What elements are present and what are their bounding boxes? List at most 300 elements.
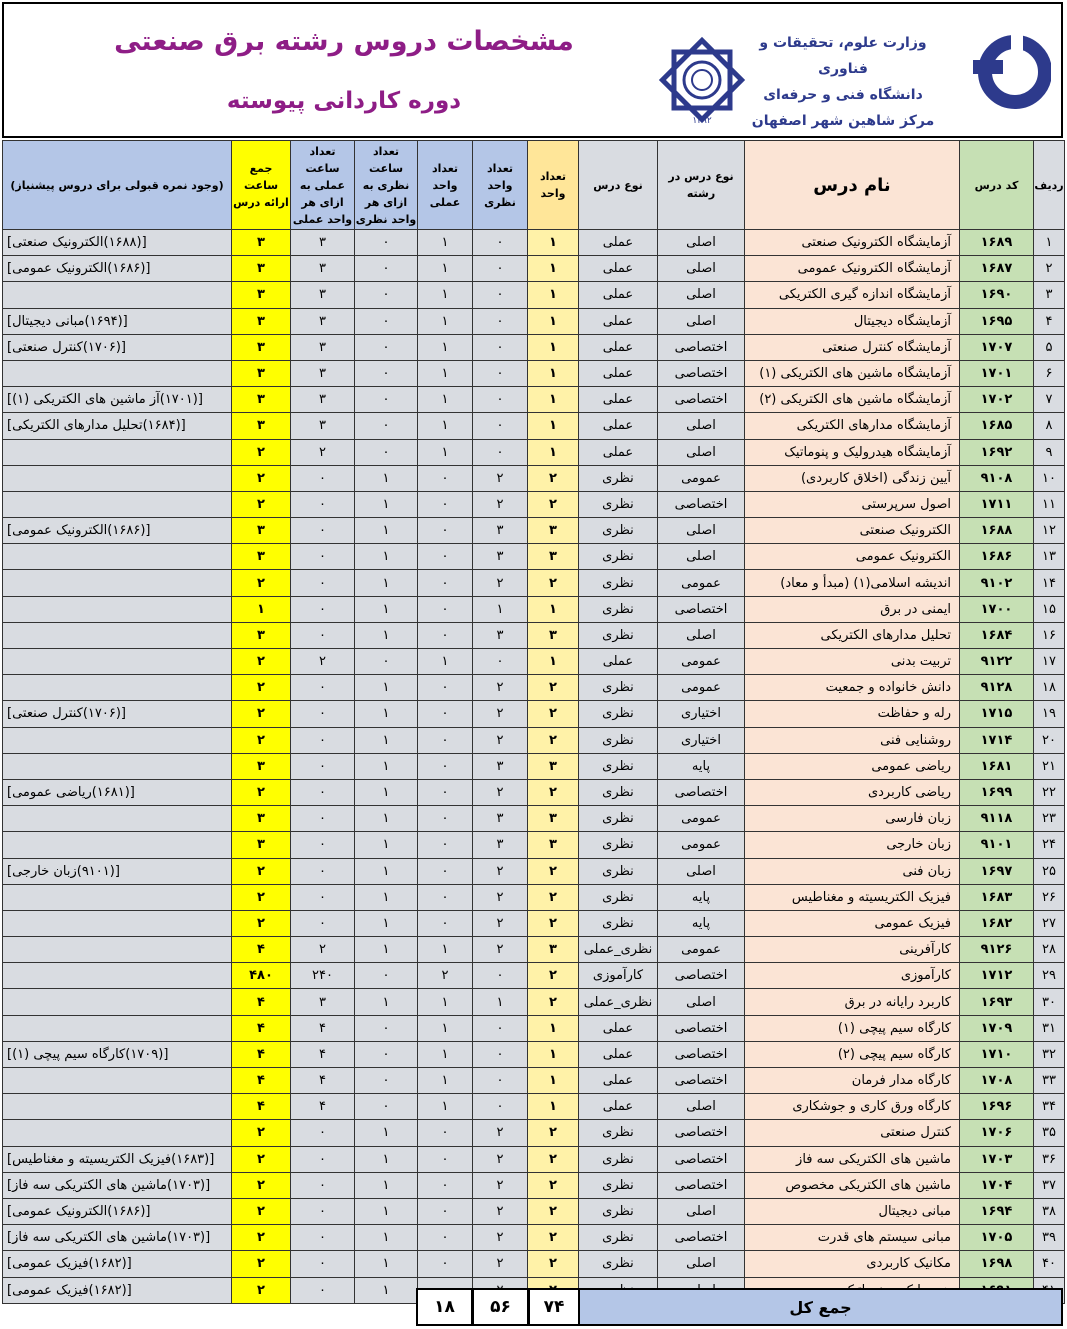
practical-hours-cell: ۰ [291,675,355,701]
theory-hours-cell: ۱ [355,753,418,779]
table-row [3,701,1065,727]
practical-units-cell: ۰ [418,1225,473,1251]
theory-hours-cell: ۱ [355,570,418,596]
field-type-cell: اختصاصی [658,1172,745,1198]
course-type-cell: عملی [579,1068,658,1094]
prerequisite-cell [3,1015,232,1041]
practical-units-cell: ۱ [418,649,473,675]
total-hours-cell: ۳ [232,387,291,413]
course-code-cell: ۱۷۱۴ [960,727,1034,753]
theory-hours-cell: ۱ [355,727,418,753]
practical-units-cell: ۱ [418,1094,473,1120]
table-row [3,832,1065,858]
row-index-cell: ۴ [1034,308,1065,334]
prerequisite-cell: [(۹۱۰۱)زبان خارجی] [3,858,232,884]
course-name-cell: رله و حفاظت [745,701,960,727]
theory-hours-cell: ۱ [355,884,418,910]
practical-units-cell: ۰ [418,1146,473,1172]
table-row [3,256,1065,282]
theory-units-cell: ۲ [473,858,528,884]
theory-units-cell: ۰ [473,308,528,334]
practical-hours-cell: ۰ [291,1172,355,1198]
row-index-cell: ۵ [1034,334,1065,360]
theory-units-cell: ۱ [473,596,528,622]
total-hours-cell: ۳ [232,622,291,648]
theory-units-cell: ۲ [473,1146,528,1172]
field-type-cell: اصلی [658,282,745,308]
table-row [3,1225,1065,1251]
field-type-cell: اصلی [658,858,745,884]
total-hours-cell: ۲ [232,1225,291,1251]
theory-units-cell: ۳ [473,753,528,779]
row-index-cell: ۳۶ [1034,1146,1065,1172]
total-hours-cell: ۳ [232,308,291,334]
table-row [3,1015,1065,1041]
course-code-cell: ۱۶۹۲ [960,439,1034,465]
course-code-cell: ۱۷۰۹ [960,1015,1034,1041]
practical-units-cell: ۰ [418,491,473,517]
row-index-cell: ۲۳ [1034,806,1065,832]
theory-hours-cell: ۰ [355,1015,418,1041]
units-cell: ۲ [528,1225,579,1251]
course-code-cell: ۹۱۰۸ [960,465,1034,491]
col-idx-header: ردیف [1034,141,1065,230]
theory-units-cell: ۰ [473,334,528,360]
course-name-cell: آزمایشگاه ماشین های الکتریکی (۲) [745,387,960,413]
theory-units-cell: ۱ [473,989,528,1015]
practical-hours-cell: ۰ [291,832,355,858]
practical-hours-cell: ۰ [291,701,355,727]
practical-hours-cell: ۴ [291,1068,355,1094]
col-practical-units-header: تعداد واحد عملی [418,141,473,230]
field-type-cell: اصلی [658,308,745,334]
course-type-cell: نظری [579,491,658,517]
row-index-cell: ۱۹ [1034,701,1065,727]
theory-units-cell: ۲ [473,779,528,805]
practical-units-cell: ۰ [418,1251,473,1277]
units-cell: ۳ [528,832,579,858]
course-code-cell: ۱۶۹۴ [960,1198,1034,1224]
course-name-cell: آزمایشگاه کنترل صنعتی [745,334,960,360]
course-code-cell: ۱۶۹۷ [960,858,1034,884]
practical-units-cell: ۱ [418,937,473,963]
theory-hours-cell: ۱ [355,1251,418,1277]
practical-hours-cell: ۰ [291,570,355,596]
units-cell: ۱ [528,308,579,334]
prerequisite-cell [3,596,232,622]
prerequisite-cell [3,360,232,386]
field-type-cell: اصلی [658,1094,745,1120]
prerequisite-cell [3,465,232,491]
course-name-cell: آزمایشگاه الکترونیک عمومی [745,256,960,282]
table-row [3,360,1065,386]
practical-hours-cell: ۰ [291,806,355,832]
theory-hours-cell: ۱ [355,779,418,805]
practical-hours-cell: ۴ [291,1094,355,1120]
table-row [3,544,1065,570]
theory-hours-cell: ۰ [355,439,418,465]
practical-units-cell: ۱ [418,387,473,413]
practical-units-cell: ۰ [418,544,473,570]
total-hours-cell: ۲ [232,1198,291,1224]
field-type-cell: اصلی [658,230,745,256]
table-row [3,308,1065,334]
theory-units-cell: ۰ [473,230,528,256]
field-type-cell: عمومی [658,832,745,858]
row-index-cell: ۱ [1034,230,1065,256]
course-type-cell: نظری_عملی [579,937,658,963]
university-logo-icon [971,32,1051,112]
course-name-cell: آزمایشگاه هیدرولیک و پنوماتیک [745,439,960,465]
practical-units-cell: ۲ [418,963,473,989]
units-cell: ۳ [528,622,579,648]
practical-units-cell: ۰ [418,596,473,622]
course-code-cell: ۱۶۹۵ [960,308,1034,334]
prerequisite-cell: [(۱۶۸۲)فیزیک عمومی] [3,1251,232,1277]
page-subtitle: دوره کاردانی پیوسته [226,88,462,114]
units-cell: ۲ [528,727,579,753]
practical-hours-cell: ۰ [291,596,355,622]
table-row [3,570,1065,596]
theory-units-cell: ۰ [473,360,528,386]
prerequisite-cell: [(۱۷۰۱)آز ماشین های الکتریکی (۱)] [3,387,232,413]
row-index-cell: ۳ [1034,282,1065,308]
total-hours-cell: ۴ [232,1094,291,1120]
field-type-cell: اختصاصی [658,334,745,360]
practical-hours-cell: ۳ [291,413,355,439]
course-type-cell: نظری [579,570,658,596]
course-type-cell: نظری [579,884,658,910]
theory-hours-cell: ۱ [355,1198,418,1224]
prerequisite-cell [3,622,232,648]
course-code-cell: ۹۱۰۲ [960,570,1034,596]
practical-units-cell: ۰ [418,884,473,910]
total-hours-cell: ۲ [232,465,291,491]
field-type-cell: اصلی [658,413,745,439]
practical-hours-cell: ۳ [291,282,355,308]
field-type-cell: اختصاصی [658,360,745,386]
units-cell: ۳ [528,544,579,570]
theory-units-cell: ۲ [473,1198,528,1224]
theory-units-cell: ۰ [473,1015,528,1041]
table-row [3,884,1065,910]
practical-units-cell: ۰ [418,570,473,596]
course-code-cell: ۱۶۸۵ [960,413,1034,439]
course-type-cell: نظری [579,727,658,753]
course-name-cell: اندیشه اسلامی(۱) (مبدأ و معاد) [745,570,960,596]
practical-units-cell: ۰ [418,1198,473,1224]
units-cell: ۱ [528,1068,579,1094]
theory-units-cell: ۲ [473,570,528,596]
units-cell: ۱ [528,649,579,675]
total-hours-cell: ۲ [232,1146,291,1172]
units-cell: ۲ [528,675,579,701]
units-cell: ۲ [528,570,579,596]
prerequisite-cell [3,544,232,570]
course-code-cell: ۱۶۹۳ [960,989,1034,1015]
total-hours-cell: ۴ [232,1041,291,1067]
col-total-hours-header: جمع ساعت ارائه درس [232,141,291,230]
practical-hours-cell: ۰ [291,1277,355,1303]
practical-units-cell: ۰ [418,753,473,779]
practical-hours-cell: ۳ [291,334,355,360]
course-type-cell: نظری [579,753,658,779]
theory-units-cell: ۳ [473,806,528,832]
theory-units-cell: ۳ [473,544,528,570]
col-code-header: کد درس [960,141,1034,230]
row-index-cell: ۱۴ [1034,570,1065,596]
units-cell: ۲ [528,1172,579,1198]
units-cell: ۳ [528,753,579,779]
course-type-cell: نظری [579,1172,658,1198]
row-index-cell: ۳۰ [1034,989,1065,1015]
total-hours-cell: ۳ [232,832,291,858]
practical-units-cell: ۰ [418,1172,473,1198]
table-row [3,989,1065,1015]
prerequisite-cell: [(۱۷۰۹)کارگاه سیم پیچی (۱)] [3,1041,232,1067]
course-type-cell: نظری [579,701,658,727]
practical-hours-cell: ۳ [291,256,355,282]
units-cell: ۲ [528,491,579,517]
row-index-cell: ۳۲ [1034,1041,1065,1067]
units-cell: ۳ [528,518,579,544]
course-type-cell: عملی [579,282,658,308]
course-name-cell: کارآموزی [745,963,960,989]
course-name-cell: تحلیل مدارهای الکتریکی [745,622,960,648]
table-row [3,649,1065,675]
practical-hours-cell: ۳ [291,360,355,386]
course-code-cell: ۱۷۰۰ [960,596,1034,622]
theory-units-cell: ۰ [473,1041,528,1067]
practical-hours-cell: ۰ [291,1251,355,1277]
table-body [3,230,1065,1304]
theory-units-cell: ۰ [473,439,528,465]
total-hours-cell: ۱ [232,596,291,622]
theory-units-cell: ۲ [473,1251,528,1277]
footer-total-practical: ۱۸ [416,1288,473,1326]
field-type-cell: اختصاصی [658,491,745,517]
theory-hours-cell: ۰ [355,360,418,386]
theory-hours-cell: ۱ [355,1172,418,1198]
row-index-cell: ۲ [1034,256,1065,282]
total-hours-cell: ۲ [232,1120,291,1146]
course-code-cell: ۱۷۱۲ [960,963,1034,989]
theory-units-cell: ۳ [473,518,528,544]
row-index-cell: ۳۳ [1034,1068,1065,1094]
theory-hours-cell: ۰ [355,282,418,308]
row-index-cell: ۲۹ [1034,963,1065,989]
theory-hours-cell: ۰ [355,1041,418,1067]
table-row [3,858,1065,884]
theory-units-cell: ۲ [473,491,528,517]
course-name-cell: کارگاه مدار فرمان [745,1068,960,1094]
course-name-cell: زبان فارسی [745,806,960,832]
footer-total-units: ۷۴ [528,1288,580,1326]
row-index-cell: ۶ [1034,360,1065,386]
practical-units-cell: ۱ [418,256,473,282]
organization-block [733,30,953,134]
theory-hours-cell: ۱ [355,544,418,570]
theory-units-cell: ۰ [473,413,528,439]
theory-units-cell: ۲ [473,727,528,753]
table-row [3,596,1065,622]
prerequisite-cell [3,989,232,1015]
table-row [3,963,1065,989]
practical-units-cell: ۰ [418,675,473,701]
course-type-cell: عملی [579,360,658,386]
total-hours-cell: ۳ [232,230,291,256]
field-type-cell: اصلی [658,622,745,648]
table-row [3,806,1065,832]
field-type-cell: پایه [658,910,745,936]
practical-units-cell: ۰ [418,727,473,753]
practical-hours-cell: ۲۴۰ [291,963,355,989]
course-type-cell: نظری [579,1120,658,1146]
prerequisite-cell [3,1068,232,1094]
theory-hours-cell: ۱ [355,1146,418,1172]
table-row [3,1094,1065,1120]
practical-hours-cell: ۰ [291,1225,355,1251]
course-name-cell: الکترونیک صنعتی [745,518,960,544]
course-name-cell: زبان خارجی [745,832,960,858]
course-code-cell: ۱۶۸۴ [960,622,1034,648]
units-cell: ۱ [528,230,579,256]
course-code-cell: ۱۶۹۹ [960,779,1034,805]
course-name-cell: ایمنی در برق [745,596,960,622]
row-index-cell: ۲۲ [1034,779,1065,805]
course-code-cell: ۹۱۲۶ [960,937,1034,963]
practical-units-cell: ۰ [418,910,473,936]
prerequisite-cell [3,910,232,936]
practical-hours-cell: ۳ [291,387,355,413]
course-code-cell: ۱۷۰۲ [960,387,1034,413]
course-code-cell: ۱۶۹۶ [960,1094,1034,1120]
theory-hours-cell: ۱ [355,675,418,701]
table-header-row [3,141,1065,230]
theory-units-cell: ۳ [473,832,528,858]
prerequisite-cell: [(۱۶۸۶)الکترونیک عمومی] [3,1198,232,1224]
course-code-cell: ۱۶۸۲ [960,910,1034,936]
course-name-cell: ریاضی کاربردی [745,779,960,805]
table-row [3,727,1065,753]
theory-units-cell: ۲ [473,675,528,701]
table-row [3,439,1065,465]
practical-units-cell: ۰ [418,1120,473,1146]
theory-units-cell: ۲ [473,701,528,727]
prerequisite-cell: [(۱۶۸۳)فیزیک الکتریسیته و مغناطیس] [3,1146,232,1172]
total-hours-cell: ۳ [232,518,291,544]
course-name-cell: ریاضی عمومی [745,753,960,779]
course-type-cell: نظری [579,544,658,570]
practical-units-cell: ۱ [418,360,473,386]
units-cell: ۲ [528,465,579,491]
units-cell: ۱ [528,334,579,360]
theory-units-cell: ۰ [473,963,528,989]
course-code-cell: ۱۶۸۳ [960,884,1034,910]
total-hours-cell: ۲ [232,727,291,753]
table-row [3,675,1065,701]
table-row [3,1041,1065,1067]
row-index-cell: ۳۴ [1034,1094,1065,1120]
theory-hours-cell: ۰ [355,963,418,989]
practical-hours-cell: ۰ [291,1120,355,1146]
field-type-cell: اصلی [658,518,745,544]
row-index-cell: ۲۷ [1034,910,1065,936]
total-hours-cell: ۳ [232,360,291,386]
theory-hours-cell: ۰ [355,387,418,413]
table-row [3,1172,1065,1198]
course-type-cell: نظری [579,518,658,544]
prerequisite-cell: [(۱۶۸۲)فیزیک عمومی] [3,1277,232,1303]
practical-units-cell: ۱ [418,230,473,256]
practical-hours-cell: ۲ [291,937,355,963]
course-type-cell: نظری [579,675,658,701]
practical-hours-cell: ۲ [291,439,355,465]
prerequisite-cell [3,282,232,308]
theory-hours-cell: ۱ [355,937,418,963]
row-index-cell: ۴۰ [1034,1251,1065,1277]
total-hours-cell: ۲ [232,779,291,805]
field-type-cell: اختصاصی [658,1041,745,1067]
course-type-cell: عملی [579,334,658,360]
theory-units-cell: ۰ [473,1068,528,1094]
course-name-cell: آزمایشگاه ماشین های الکتریکی (۱) [745,360,960,386]
col-name-header: نام درس [745,141,960,230]
course-code-cell: ۱۷۱۰ [960,1041,1034,1067]
practical-units-cell: ۰ [418,806,473,832]
practical-hours-cell: ۰ [291,491,355,517]
practical-hours-cell: ۰ [291,544,355,570]
course-code-cell: ۱۷۰۱ [960,360,1034,386]
practical-hours-cell: ۰ [291,884,355,910]
theory-hours-cell: ۱ [355,910,418,936]
units-cell: ۱ [528,1041,579,1067]
course-name-cell: آزمایشگاه مدارهای الکتریکی [745,413,960,439]
prerequisite-cell [3,570,232,596]
prerequisite-cell [3,675,232,701]
course-name-cell: فیزیک عمومی [745,910,960,936]
field-type-cell: پایه [658,884,745,910]
total-hours-cell: ۲ [232,675,291,701]
table-row [3,1120,1065,1146]
course-code-cell: ۱۶۸۹ [960,230,1034,256]
practical-units-cell: ۱ [418,308,473,334]
theory-hours-cell: ۱ [355,806,418,832]
total-hours-cell: ۴ [232,1015,291,1041]
total-hours-cell: ۲ [232,884,291,910]
total-hours-cell: ۳ [232,256,291,282]
col-course-type-header: نوع درس [579,141,658,230]
logo-year: ۱۳۹۲ [692,116,712,126]
course-name-cell: کارگاه ورق کاری و جوشکاری [745,1094,960,1120]
course-name-cell: الکترونیک عمومی [745,544,960,570]
course-type-cell: نظری [579,806,658,832]
row-index-cell: ۳۱ [1034,1015,1065,1041]
units-cell: ۲ [528,701,579,727]
prerequisite-cell [3,753,232,779]
course-code-cell: ۱۷۱۵ [960,701,1034,727]
total-hours-cell: ۴۸۰ [232,963,291,989]
total-hours-cell: ۲ [232,649,291,675]
units-cell: ۱ [528,387,579,413]
units-cell: ۲ [528,858,579,884]
prerequisite-cell [3,937,232,963]
theory-hours-cell: ۱ [355,465,418,491]
units-cell: ۲ [528,779,579,805]
course-name-cell: آزمایشگاه اندازه گیری الکتریکی [745,282,960,308]
prerequisite-cell [3,832,232,858]
course-type-cell: نظری [579,1251,658,1277]
